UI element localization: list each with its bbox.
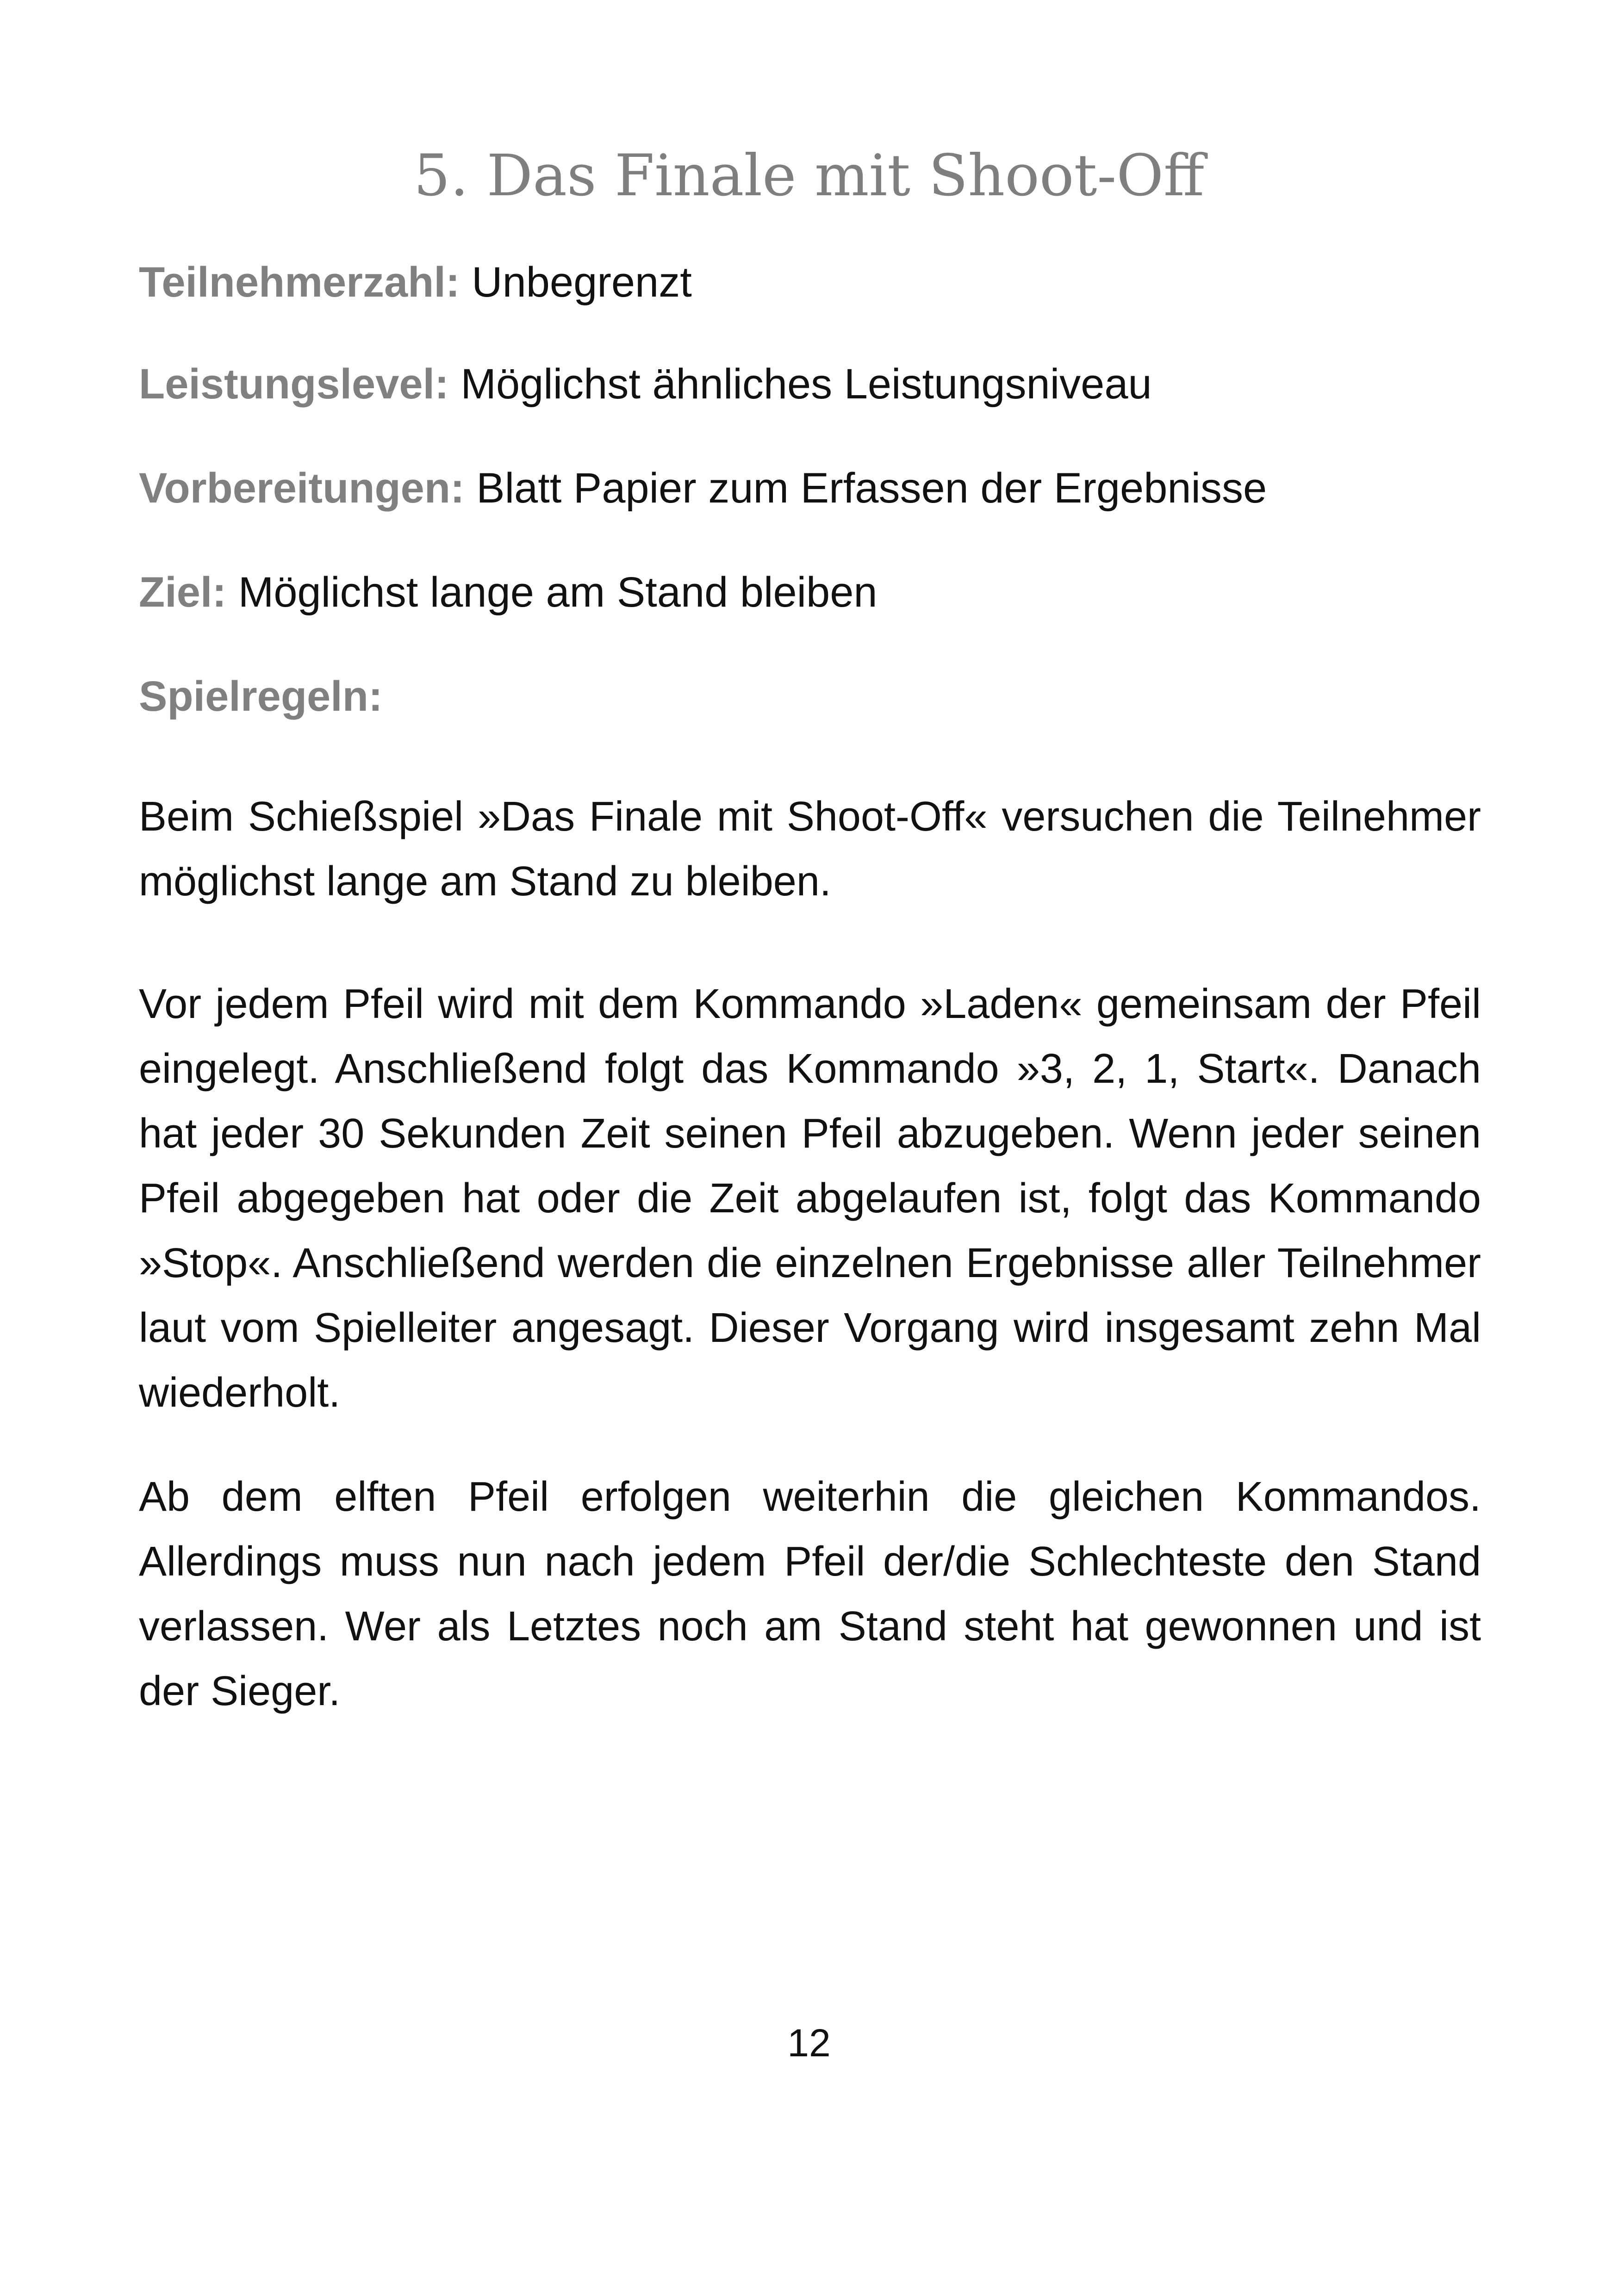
field-label-vorbereitungen: Vorbereitungen: [139,465,465,512]
field-ziel [139,565,1481,620]
field-value-ziel: Möglichst lange am Stand bleiben [238,569,877,616]
field-value-leistungslevel: Möglichst ähnliches Leistungsniveau [461,360,1152,408]
field-value-vorbereitungen: Blatt Papier zum Erfassen der Ergebnisse [476,465,1267,512]
field-leistungslevel [139,356,1481,412]
field-vorbereitungen [139,460,1481,516]
paragraph-procedure: Vor jedem Pfeil wird mit dem Kommando »Laden« gemeinsam der Pfeil eingelegt. Anschließend folgt das Kommando »3, 2, 1, Start«. Danach hat jeder 30 Sekunden Zeit seinen Pfeil abzugeben. Wenn jeder seinen Pfeil abgegeben hat oder die Zeit abgelaufen ist, folgt das Kommando »Stop«. Anschließend werden die einzelnen Ergebnisse aller Teilnehmer laut vom Spielleiter angesagt. Dieser Vorgang wird insgesamt zehn Mal wiederholt. [139,981,1481,1416]
field-label-spielregeln: Spielregeln: [139,673,383,720]
field-spielregeln [139,669,1481,724]
field-label-ziel: Ziel: [139,569,227,616]
chapter-title: 5. Das Finale mit Shoot-Off [413,143,1205,209]
paragraph-intro: Beim Schießspiel »Das Finale mit Shoot-Off« versuchen die Teilnehmer möglichst lange am Stand zu bleiben. [139,794,1481,905]
field-label-teilnehmerzahl: Teilnehmerzahl: [139,259,460,306]
field-value-teilnehmerzahl: Unbegrenzt [472,259,692,306]
field-teilnehmerzahl [139,254,1481,310]
page-number: 12 [787,2021,831,2065]
field-label-leistungslevel: Leistungslevel: [139,360,449,408]
paragraph-shootoff: Ab dem elften Pfeil erfolgen weiterhin die gleichen Kommandos. Allerdings muss nun nach jedem Pfeil der/die Schlechteste den Stand verlassen. Wer als Letztes noch am Stand steht hat gewonnen und ist der Sieger. [139,1474,1481,1714]
